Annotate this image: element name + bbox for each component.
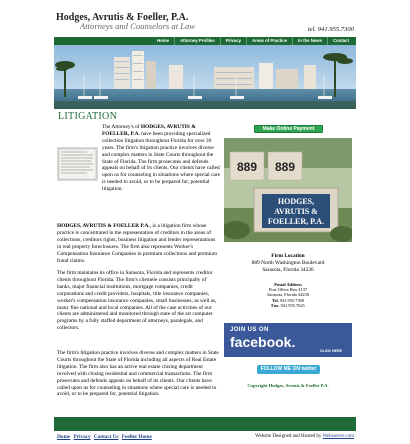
phone-number: tel. 941.955.7300 [307, 26, 354, 33]
intro-lead-text: The Attorney's of [102, 124, 141, 130]
fax-label: Fax. [271, 302, 280, 308]
footer-link-contact-us[interactable]: Contact Us [93, 434, 119, 440]
make-online-payment-button[interactable]: Make Online Payment [254, 125, 323, 133]
office-sign-photo [224, 138, 352, 242]
footer-bar [54, 417, 356, 431]
footer-links [57, 434, 154, 440]
postal-city: Sarasota, Florida 34230 [267, 292, 309, 298]
practice-firm-name: HODGES, AVRUTIS & FOELLER P.A. [57, 223, 150, 229]
sign-line-avrutis: AVRUTIS & [274, 207, 318, 216]
tel-label: Tel. [271, 297, 279, 303]
section-title: LITIGATION [58, 111, 118, 122]
footer-credit [255, 434, 354, 439]
firm-tagline: Attorneys and Counselors at Law [80, 21, 196, 31]
tel-value: 941.955.7300 [279, 297, 305, 303]
nav-attorney-profiles[interactable]: Attorney Profiles [174, 37, 220, 45]
fax-value: 941.955.7625 [280, 302, 305, 308]
firm-location-title: Firm Location [271, 253, 305, 259]
footer-link-home[interactable]: Home [57, 434, 71, 440]
firm-name: Hodges, Avrutis & Foeller, P.A. [56, 12, 189, 23]
main-nav [54, 37, 356, 45]
footer-link-privacy[interactable]: Privacy [73, 434, 91, 440]
sign-line-foeller: FOELLER, P.A. [267, 217, 325, 226]
firm-location-city: Sarasota, Florida 34236 [262, 267, 314, 273]
facebook-click-here: CLICK HERE [320, 349, 342, 353]
footer-credit-link[interactable]: Websavers.com [322, 434, 354, 439]
sign-line-hodges: HODGES, [277, 197, 315, 206]
nav-contact[interactable]: Contact [327, 37, 354, 45]
postal-box: Post Office Box 4137 [268, 287, 308, 293]
practice-paragraph [57, 223, 220, 264]
practice-body-text: , is a litigation firm whose practice is concentrated in the representation of creditors in the areas of collections, creditors rights, business litigation and lender representations in real property foreclosures. The firm also represents Worker's Compensation Insurance Companies in premium collections and premium fraud claims. [57, 223, 218, 264]
intro-paragraph [102, 124, 220, 193]
copyright-text: Copyright Hodges, Avrutis & Foeller P.A. [247, 383, 329, 388]
join-facebook-banner[interactable] [224, 323, 352, 357]
legal-document-image [57, 147, 98, 181]
firm-location-block [224, 253, 352, 274]
intro-body-text: have been providing specialized collection litigation throughout Florida for over 30 years. The firm's litigation practice involves diverse and complex matters in State Courts throughout the State of Florida. The firm prosecutes and defends appeals on behalf of its clients. Our clients have called upon us for counseling in situations where special care is needed to avoid, or to be prepared for, potential litigation. [102, 130, 220, 193]
nav-home[interactable]: Home [157, 38, 170, 43]
footer-credit-text: Website Designed and Hosted by [255, 434, 322, 439]
postal-address-title: Postal Address [274, 282, 302, 287]
page [54, 0, 356, 444]
sign-number-left: 889 [236, 160, 258, 174]
facebook-join-text: JOIN US ON [230, 327, 269, 333]
postal-address-block [224, 282, 352, 308]
firm-location-street: 889 North Washington Boulevard [251, 260, 325, 266]
skyline-illustration [54, 45, 356, 109]
litigation-paragraph: The firm's litigation practice involves diverse and complex matters in State Courts throughout the State of Florida including all aspects of Real Estate litigation. The firm also has an active real estate closing department involved with closing residential and commercial transactions. The firm prosecutes and defends appeals on behalf of its clients. Our clients have called upon us for counseling in situations where special care is needed to avoid, or to be prepared for, potential litigation. [57, 350, 219, 398]
facebook-logo-text: facebook. [230, 334, 296, 350]
nav-in-the-news[interactable]: In the News [292, 37, 327, 45]
footer-link-foeller-home[interactable]: Foeller Home [121, 434, 152, 440]
banner-skyline-image [54, 45, 356, 109]
follow-twitter-button[interactable]: FOLLOW ME ON twitter [257, 365, 320, 374]
nav-privacy[interactable]: Privacy [220, 37, 246, 45]
sign-number-right: 889 [274, 160, 296, 174]
intro-firm-name: HODGES, AVRUTIS & FOELLER, P.A. [102, 124, 196, 137]
clients-paragraph: The firm maintains its office in Sarasota, Florida and represents creditor clients throughout Florida. The firm's clientele consists principally of banks, major financial institutions, mortgage companies, credit corporations and credit providers, hospitals, title insurance companies, worker's compensation insurance companies, small businesses, as well as, many fine national and local companies. All of the case activities of our clients are administered and monitored through state of the art computer programs by a fully staffed department of attorneys, paralegals, and collectors. [57, 270, 217, 332]
nav-areas-of-practice[interactable]: Areas of Practice [246, 37, 292, 45]
